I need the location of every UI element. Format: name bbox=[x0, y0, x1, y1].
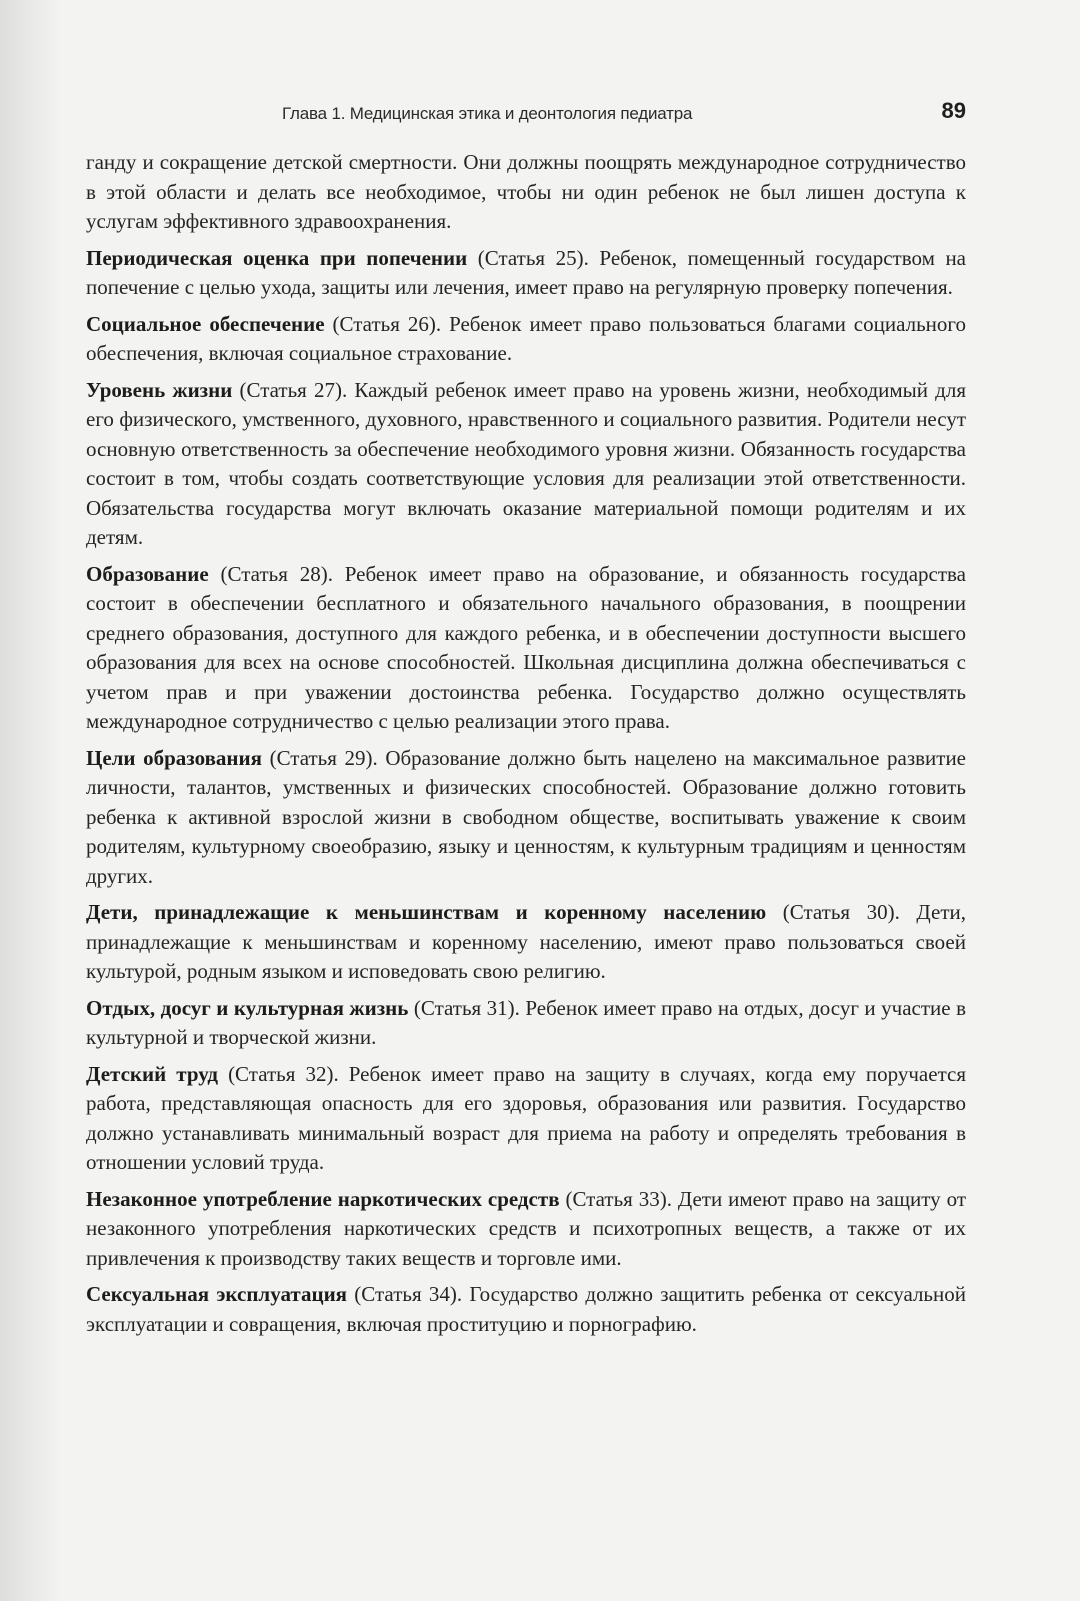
article-term: Социальное обеспечение bbox=[86, 311, 325, 336]
body-text bbox=[86, 148, 966, 1346]
page-header bbox=[86, 98, 966, 134]
paragraph-article-34 bbox=[86, 1280, 966, 1339]
paragraph-article-30 bbox=[86, 898, 966, 987]
article-term: Уровень жизни bbox=[86, 377, 233, 402]
paragraph-text: (Статья 26). Ребенок имеет право пользоваться благами социального обеспечения, включая социальное страхование. bbox=[86, 311, 966, 365]
paragraph-text: (Статья 28). Ребенок имеет право на образование, и обязанность государства состоит в обеспечении бесплатного и обязательного начального образования, в поощрении среднего образования, доступного для каждого ребенка, и в обеспечении доступности высшего образования для всех на основе способностей. Школьная дисциплина должна обеспечиваться с учетом прав и при уважении достоинства ребенка. Государство должно осуществлять международное сотрудничество с целью реализации этого права. bbox=[86, 561, 966, 733]
paragraph-article-25 bbox=[86, 244, 966, 303]
paragraph-article-26 bbox=[86, 310, 966, 369]
paragraph-text: (Статья 34). Государство должно защитить ребенка от сексуальной эксплуатации и совращения, включая проституцию и порнографию. bbox=[86, 1282, 966, 1336]
paragraph-text: (Статья 29). Образование должно быть нацелено на максимальное развитие личности, талантов, умственных и физических способностей. Образование должно готовить ребенка к активной взрослой жизни в свободном обществе, воспитывать уважение к своим родителям, культурному своеобразию, языку и ценностям, к культурным традициям и ценностям других. bbox=[86, 745, 966, 888]
page-edge-shadow bbox=[0, 0, 60, 1601]
paragraph-continuation bbox=[86, 148, 966, 237]
paragraph-article-33 bbox=[86, 1185, 966, 1274]
article-term: Незаконное употребление наркотических средств bbox=[86, 1186, 560, 1211]
article-term: Детский труд bbox=[86, 1061, 219, 1086]
article-term: Цели образования bbox=[86, 745, 262, 770]
article-term: Образование bbox=[86, 561, 209, 586]
paragraph-text: (Статья 32). Ребенок имеет право на защиту в случаях, когда ему поручается работа, представляющая опасность для его здоровья, образования или развития. Государство должно устанавливать минимальный возраст для приема на работу и определять требования в отношении условий труда. bbox=[86, 1061, 966, 1174]
paragraph-article-27 bbox=[86, 376, 966, 553]
paragraph-article-28 bbox=[86, 560, 966, 737]
paragraph-text: (Статья 33). Дети имеют право на защиту от незаконного употребления наркотических средств и психотропных веществ, а также от их привлечения к производству таких веществ и торговле ими. bbox=[86, 1186, 966, 1270]
paragraph-text: (Статья 30). Дети, принадлежащие к меньшинствам и коренному населению, имеют право пользоваться своей культурой, родным языком и исповедовать свою религию. bbox=[86, 900, 966, 983]
article-term: Отдых, досуг и культурная жизнь bbox=[86, 995, 409, 1020]
page-number: 89 bbox=[941, 98, 966, 123]
paragraph-article-32 bbox=[86, 1060, 966, 1178]
article-term: Сексуальная эксплуатация bbox=[86, 1282, 348, 1306]
paragraph-text: (Статья 25). Ребенок, помещенный государством на попечение с целью ухода, защиты или лечения, имеет право на регулярную проверку попечения. bbox=[86, 245, 966, 299]
article-term: Дети, принадлежащие к меньшинствам и коренному населению bbox=[86, 900, 767, 924]
paragraph-article-31 bbox=[86, 994, 966, 1053]
paragraph-text: (Статья 27). Каждый ребенок имеет право на уровень жизни, необходимый для его физического, умственного, духовного, нравственного и социального развития. Родители несут основную ответственность за обеспечение необходимого уровня жизни. Обязанность государства состоит в том, чтобы создать соответствующие условия для реализации этой ответственности. Обязательства государства могут включать оказание материальной помощи родителям и их детям. bbox=[86, 377, 966, 549]
paragraph-text: (Статья 31). Ребенок имеет право на отдых, досуг и участие в культурной и творческой жизни. bbox=[86, 995, 966, 1049]
paragraph-article-29 bbox=[86, 744, 966, 892]
running-head: Глава 1. Медицинская этика и деонтология педиатра bbox=[282, 104, 693, 123]
article-term: Периодическая оценка при попечении bbox=[86, 245, 468, 270]
paragraph-text: ганду и сокращение детской смертности. Они должны поощрять международное сотрудничество в этой области и делать все необходимое, чтобы ни один ребенок не был лишен доступа к услугам эффективного здравоохранения. bbox=[86, 150, 966, 233]
